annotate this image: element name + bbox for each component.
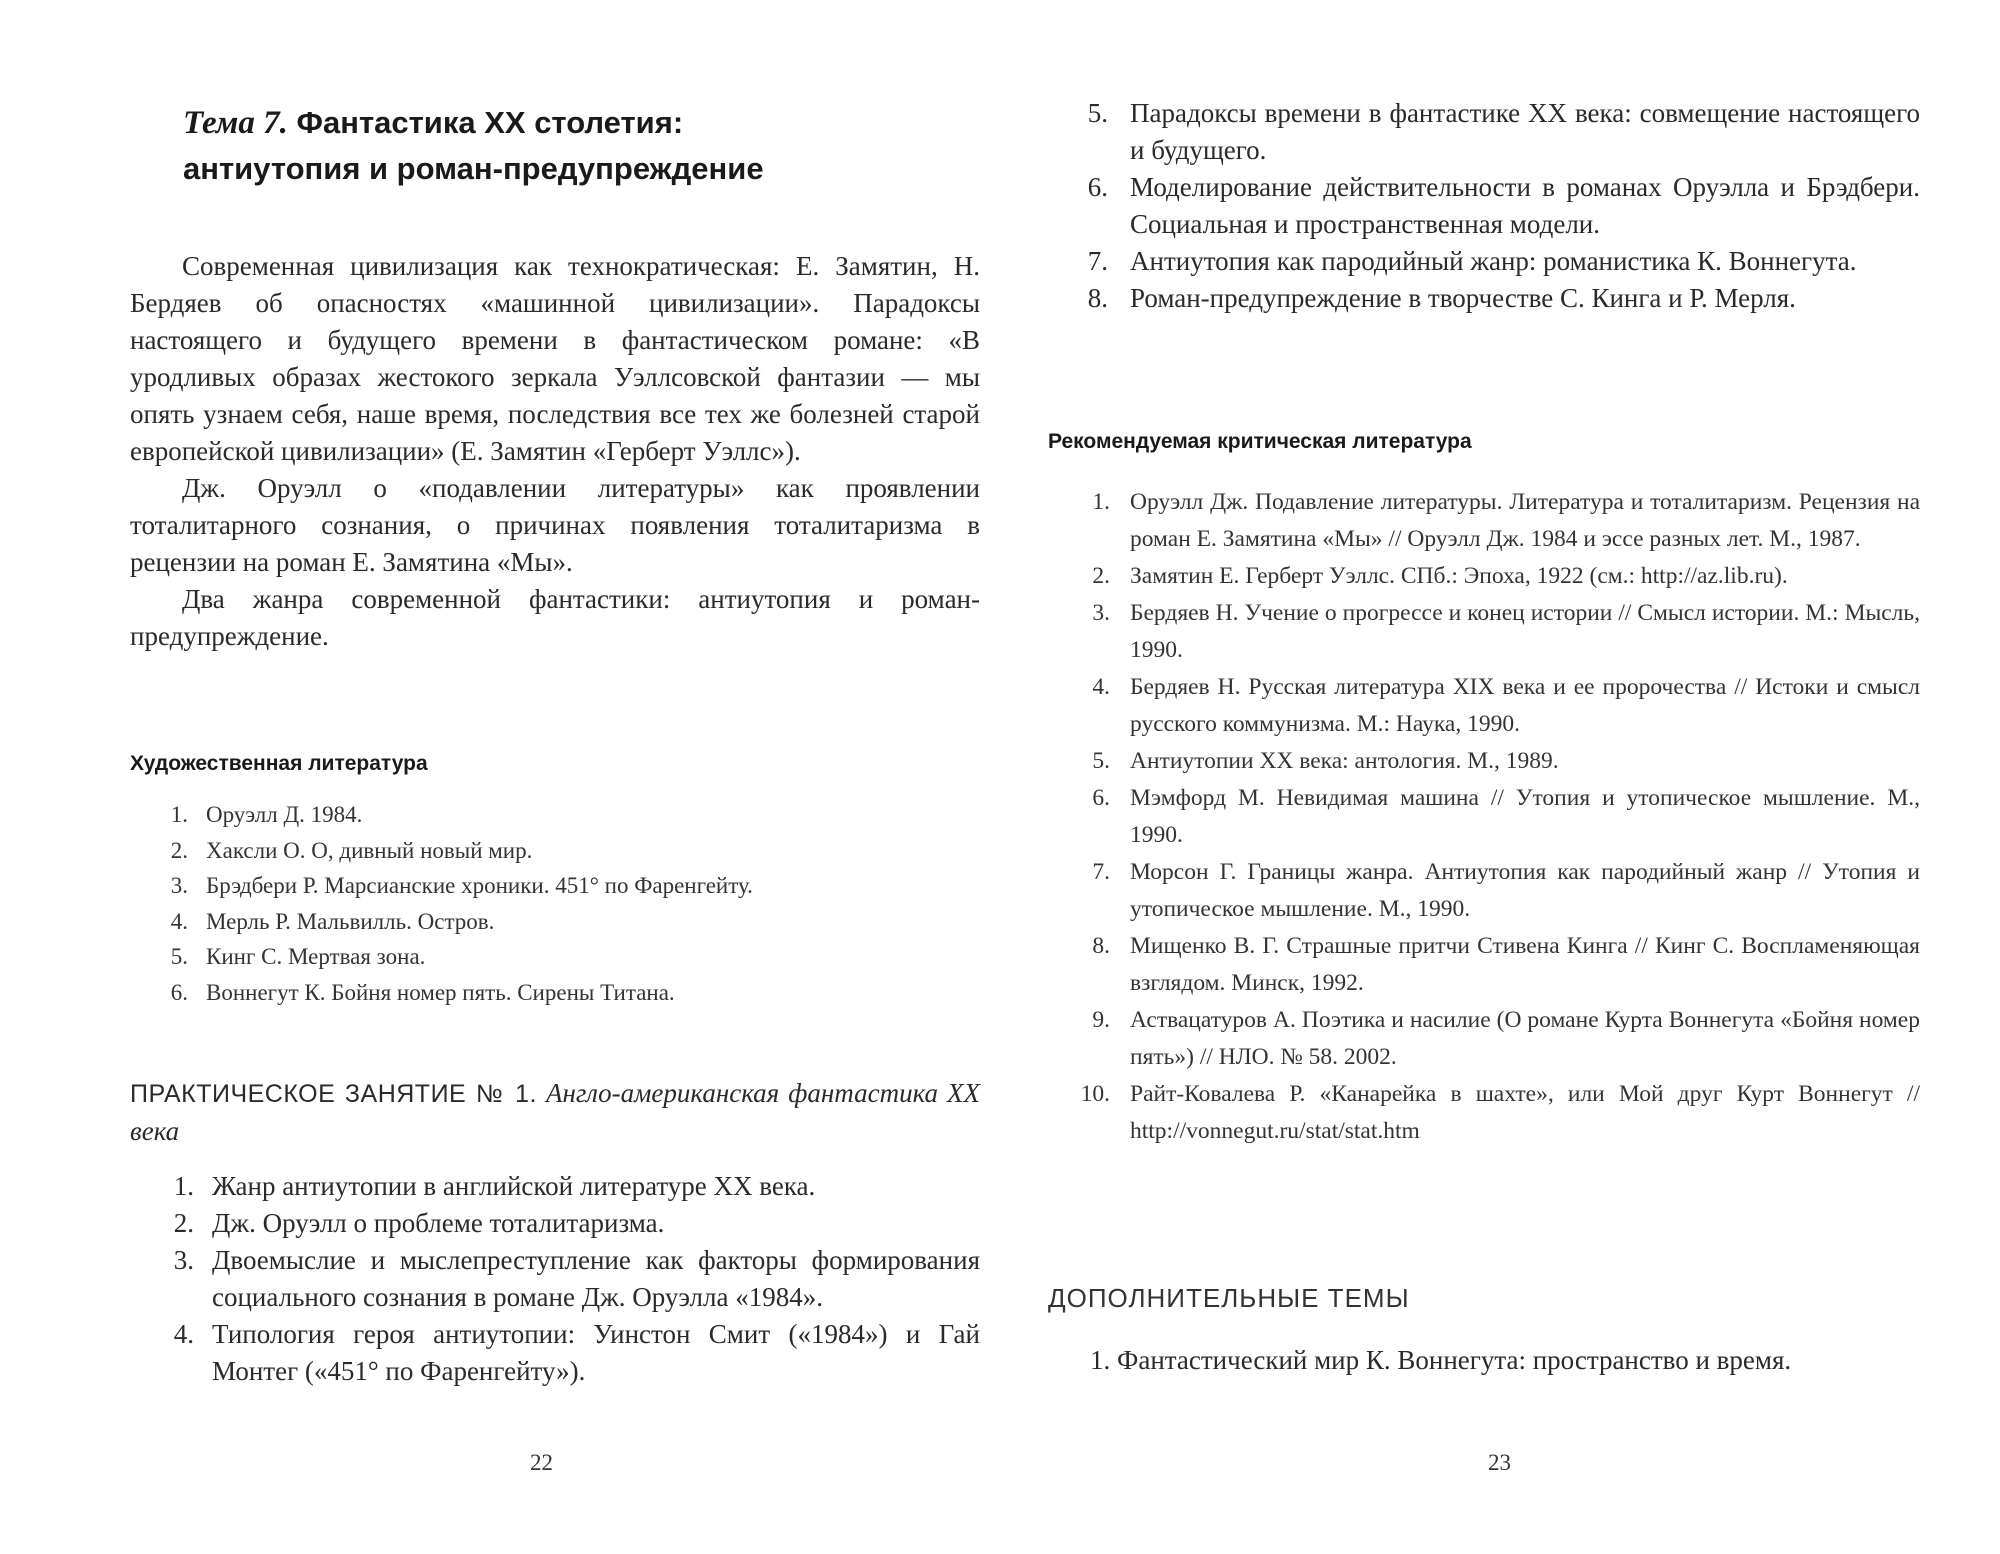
theme-title (183, 100, 883, 192)
intro-paragraph: Дж. Оруэлл о «подавлении литературы» как проявлении тоталитарного сознания, о причинах появления тоталитаризма в рецензии на роман Е. Замятина «Мы». (130, 473, 980, 577)
item-number: 10. (1080, 1081, 1110, 1107)
page-number: 22 (530, 1450, 553, 1475)
item-text: Парадоксы времени в фантастике XX века: совмещение настоящего и будущего. (1130, 98, 1920, 165)
list-item (1070, 280, 1920, 317)
item-text: Оруэлл Д. 1984. (206, 802, 363, 827)
theme-prefix: Тема 7. (183, 105, 288, 141)
item-text: Морсон Г. Границы жанра. Антиутопия как пародийный жанр // Утопия и утопическое мышление. М., 1990. (1130, 859, 1920, 922)
item-text: Мерль Р. Мальвилль. Остров. (206, 908, 495, 934)
list-item (1068, 595, 1920, 669)
item-number: 9. (1092, 1007, 1110, 1033)
item-number: 6. (1092, 785, 1110, 811)
list-item (1068, 558, 1920, 595)
item-number: 4. (173, 1319, 194, 1349)
practice-label: ПРАКТИЧЕСКОЕ ЗАНЯТИЕ № 1. (130, 1080, 537, 1108)
list-item (1070, 95, 1920, 169)
item-text: Моделирование действительности в романах Оруэлла и Брэдбери. Социальная и пространственная модели. (1130, 172, 1920, 239)
critical-heading: Рекомендуемая критическая литература (1048, 430, 1472, 453)
item-number: 6. (1087, 172, 1108, 202)
item-number: 2. (173, 1208, 194, 1238)
practice-title: Англо-американская фантастика XX века (130, 1078, 981, 1146)
fiction-list (150, 797, 930, 1010)
item-number: 1. (173, 1171, 194, 1201)
intro-text (130, 248, 980, 655)
item-number: 7. (1087, 246, 1108, 276)
list-item (1068, 669, 1920, 743)
item-text: Двоемыслие и мыслепреступление как факторы формирования социального сознания в романе Дж. Оруэлла «1984». (212, 1245, 980, 1312)
theme-title-line2: антиутопия и роман-предупреждение (183, 151, 764, 186)
practice-list-continued (1070, 95, 1920, 317)
intro-paragraph: Современная цивилизация как технократическая: Е. Замятин, Н. Бердяев об опасностях «машинной цивилизации». Парадоксы настоящего и будущего времени в фантастическом романе: «В уродливых образах жестокого зеркала Уэллсовской фантазии — мы опять узнаем себя, наше время, последствия все тех же болезней старой европейской цивилизации» (Е. Замятин «Герберт Уэллс»). (130, 251, 980, 466)
list-item (150, 868, 930, 904)
item-text: Замятин Е. Герберт Уэллс. СПб.: Эпоха, 1922 (см.: http://az.lib.ru). (1130, 563, 1788, 589)
item-text: Дж. Оруэлл о проблеме тоталитаризма. (212, 1208, 665, 1238)
practice-list (160, 1168, 980, 1390)
item-text: Оруэлл Дж. Подавление литературы. Литература и тоталитаризм. Рецензия на роман Е. Замятина «Мы» // Оруэлл Дж. 1984 и эссе разных лет. М., 1987. (1130, 489, 1920, 552)
item-number: 4. (1092, 674, 1110, 700)
item-number: 1. (1092, 489, 1110, 515)
item-text: Райт-Ковалева Р. «Канарейка в шахте», или Мой друг Курт Воннегут // http://vonnegut.ru/stat/stat.htm (1130, 1081, 1920, 1144)
list-item (1070, 243, 1920, 280)
fiction-heading: Художественная литература (130, 752, 428, 775)
item-text: Роман-предупреждение в творчестве С. Кинга и Р. Мерля. (1130, 283, 1796, 313)
item-number: 4. (170, 908, 188, 934)
item-text: Брэдбери Р. Марсианские хроники. 451° по Фаренгейту. (206, 873, 753, 898)
item-text: Типология героя антиутопии: Уинстон Смит («1984») и Гай Монтег («451° по Фаренгейту»). (212, 1319, 980, 1386)
item-number: 8. (1087, 283, 1108, 313)
list-item (160, 1242, 980, 1316)
extra-topics-text (1048, 1340, 1928, 1380)
item-number: 2. (170, 837, 188, 863)
list-item (160, 1205, 980, 1242)
list-item (150, 904, 930, 940)
theme-title-line1: Фантастика XX столетия: (296, 105, 684, 140)
item-number: 3. (1092, 600, 1110, 626)
item-text: Кинг С. Мертвая зона. (206, 944, 426, 969)
item-text: Хаксли О. О, дивный новый мир. (206, 837, 533, 863)
list-item (1068, 1002, 1920, 1076)
item-number: 3. (173, 1245, 194, 1275)
page-number: 23 (1488, 1450, 1511, 1475)
item-number: 5. (170, 944, 188, 969)
item-number: 5. (1087, 98, 1108, 128)
item-number: 7. (1092, 859, 1110, 885)
item-text: Жанр антиутопии в английской литературе XX века. (212, 1171, 816, 1201)
list-item (160, 1316, 980, 1390)
extra-topic-item: 1. Фантастический мир К. Воннегута: пространство и время. (1090, 1345, 1792, 1375)
list-item (150, 833, 930, 869)
item-text: Аствацатуров А. Поэтика и насилие (О романе Курта Воннегута «Бойня номер пять») // НЛО. № 58. 2002. (1130, 1007, 1920, 1070)
critical-list (1068, 484, 1920, 1150)
item-number: 5. (1092, 748, 1110, 774)
list-item (1068, 484, 1920, 558)
item-text: Воннегут К. Бойня номер пять. Сирены Титана. (206, 979, 675, 1005)
item-number: 1. (170, 802, 188, 827)
list-item (150, 975, 930, 1011)
list-item (1070, 169, 1920, 243)
list-item (1068, 854, 1920, 928)
list-item (1068, 780, 1920, 854)
list-item (150, 939, 930, 975)
item-number: 2. (1092, 563, 1110, 589)
list-item (1068, 1076, 1920, 1150)
item-number: 3. (170, 873, 188, 898)
item-text: Антиутопия как пародийный жанр: романистика К. Воннегута. (1130, 246, 1857, 276)
item-text: Мищенко В. Г. Страшные притчи Стивена Кинга // Кинг С. Воспламеняющая взглядом. Минск, 1992. (1130, 933, 1920, 996)
intro-paragraph: Два жанра современной фантастики: антиутопия и роман-предупреждение. (130, 584, 980, 651)
item-text: Бердяев Н. Учение о прогрессе и конец истории // Смысл истории. М.: Мысль, 1990. (1130, 600, 1920, 663)
list-item (1068, 743, 1920, 780)
list-item (160, 1168, 980, 1205)
list-item (150, 797, 930, 833)
extra-topics-heading: ДОПОЛНИТЕЛЬНЫЕ ТЕМЫ (1048, 1283, 1410, 1313)
item-text: Антиутопии XX века: антология. М., 1989. (1130, 748, 1559, 774)
item-number: 8. (1092, 933, 1110, 959)
item-number: 6. (170, 979, 188, 1005)
item-text: Мэмфорд М. Невидимая машина // Утопия и утопическое мышление. М., 1990. (1130, 785, 1920, 848)
item-text: Бердяев Н. Русская литература XIX века и ее пророчества // Истоки и смысл русского коммунизма. М.: Наука, 1990. (1130, 674, 1920, 737)
list-item (1068, 928, 1920, 1002)
practice-heading (130, 1075, 980, 1150)
